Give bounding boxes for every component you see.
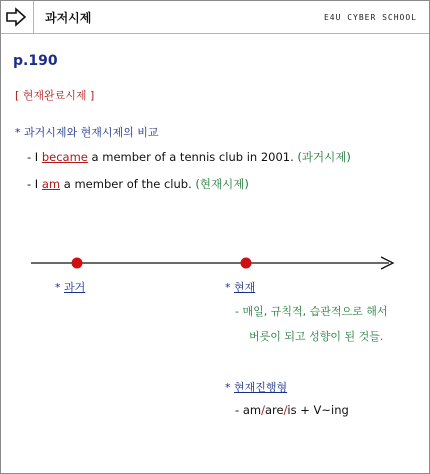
example-dash: - I bbox=[27, 177, 42, 191]
past-text: 과거 bbox=[64, 281, 86, 294]
past-dot bbox=[72, 258, 83, 269]
star-mark: * bbox=[55, 281, 64, 294]
brand-label: E4U CYBER SCHOOL bbox=[323, 13, 417, 22]
present-label bbox=[225, 279, 255, 295]
page-number: p.190 bbox=[13, 53, 58, 69]
example-rest: a member of the club. bbox=[60, 177, 196, 191]
form-is: is bbox=[287, 403, 297, 417]
example-past bbox=[27, 149, 351, 165]
arrow-right-icon bbox=[5, 7, 27, 27]
progressive-text: 현재진행형 bbox=[234, 381, 288, 394]
arrow-box bbox=[1, 1, 34, 33]
form-slash: / bbox=[261, 403, 265, 417]
example-rest: a member of a tennis club in 2001. bbox=[87, 150, 298, 164]
past-label bbox=[55, 279, 85, 295]
example-tense: (현재시제) bbox=[195, 177, 249, 191]
example-dash: - I bbox=[27, 150, 42, 164]
form-are: are bbox=[264, 403, 284, 417]
header-bar bbox=[1, 1, 429, 34]
form-dash: - bbox=[235, 403, 243, 417]
section-title: [ 현재완료시제 ] bbox=[15, 89, 95, 102]
star-mark: * bbox=[225, 381, 234, 394]
form-rest: + V~ing bbox=[296, 403, 349, 417]
example-verb: became bbox=[41, 150, 88, 164]
progressive-label bbox=[225, 379, 287, 395]
present-note-line1: - 매일, 규칙적, 습관적으로 해서 bbox=[235, 305, 388, 318]
star-mark: * bbox=[225, 281, 234, 294]
present-note-line2: 버릇이 되고 성향이 된 것들. bbox=[249, 330, 384, 343]
present-dot bbox=[241, 258, 252, 269]
form-slash: / bbox=[283, 403, 288, 417]
example-present bbox=[27, 176, 249, 192]
form-am: am bbox=[242, 403, 262, 417]
present-text: 현재 bbox=[234, 281, 256, 294]
header-title: 과저시제 bbox=[45, 11, 92, 25]
progressive-form bbox=[235, 403, 349, 417]
comparison-title: * 과거시제와 현재시제의 비교 bbox=[15, 126, 159, 139]
timeline bbox=[1, 249, 429, 277]
example-tense: (과거시제) bbox=[297, 150, 351, 164]
example-verb: am bbox=[41, 177, 61, 191]
